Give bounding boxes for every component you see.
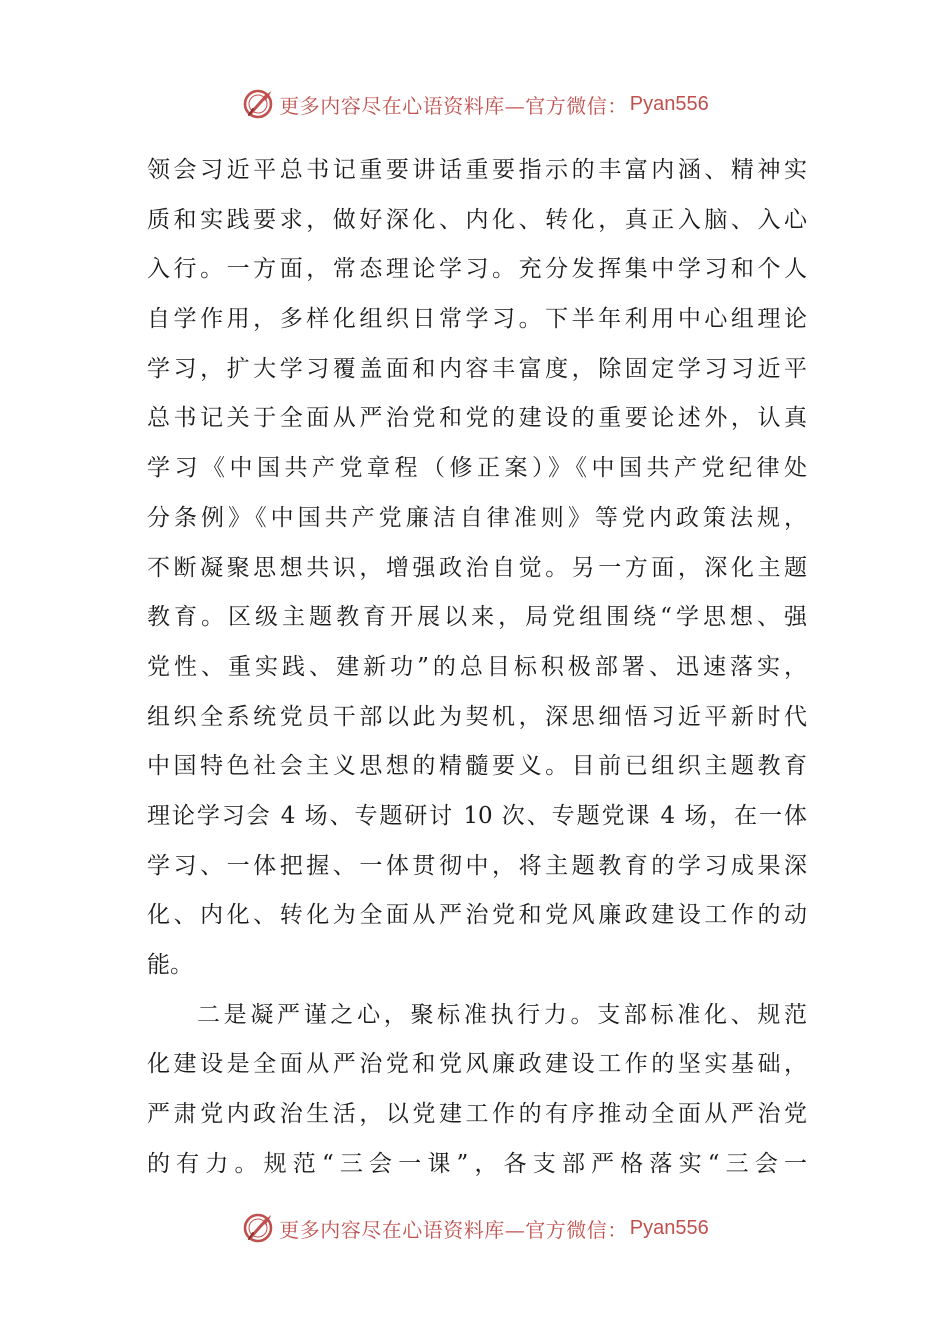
text-line: 质和实践要求，做好深化、内化、转化，真正入脑、入心: [147, 206, 807, 233]
text-line: 领会习近平总书记重要讲话重要指示的丰富内涵、精神实: [147, 157, 807, 183]
watermark-id: Pyan556: [629, 92, 709, 115]
watermark-text: 更多内容尽在心语资料库—官方微信：: [279, 93, 628, 118]
text-line: 入行。一方面，常态理论学习。充分发挥集中学习和个人: [147, 256, 807, 283]
quill-seal-icon: [241, 1211, 275, 1245]
text-line: 的有力。规范“三会一课”，各支部严格落实“三会一: [147, 1150, 807, 1177]
text-line: 中国特色社会主义思想的精髓要义。目前已组织主题教育: [147, 753, 807, 780]
text-line: 不断凝聚思想共识，增强政治自觉。另一方面，深化主题: [147, 554, 807, 581]
paragraph-start-line: 二是凝严谨之心，聚标准执行力。支部标准化、规范: [197, 1001, 807, 1028]
text-line: 严肃党内政治生活，以党建工作的有序推动全面从严治党: [147, 1101, 807, 1128]
text-line: 自学作用，多样化组织日常学习。下半年利用中心组理论: [147, 306, 807, 333]
text-line: 能。: [147, 952, 193, 978]
text-line: 化、内化、转化为全面从严治党和党风廉政建设工作的动: [147, 902, 807, 929]
text-line: 学习，扩大学习覆盖面和内容丰富度，除固定学习习近平: [147, 355, 807, 382]
header-watermark: [0, 84, 950, 124]
text-line: 化建设是全面从严治党和党风廉政建设工作的坚实基础，: [147, 1051, 807, 1078]
text-line: 理论学习会 4 场、专题研讨 10 次、专题党课 4 场，在一体: [147, 802, 807, 829]
quill-seal-icon: [241, 87, 275, 121]
footer-watermark: [0, 1208, 950, 1248]
text-line: 分条例》《中国共产党廉洁自律准则》等党内政策法规，: [147, 504, 807, 531]
text-line: 组织全系统党员干部以此为契机，深思细悟习近平新时代: [147, 703, 807, 730]
watermark-text: 更多内容尽在心语资料库—官方微信：: [279, 1217, 628, 1242]
text-line: 党性、重实践、建新功”的总目标积极部署、迅速落实，: [147, 653, 807, 680]
document-body: [147, 146, 807, 1189]
text-line: 学习《中国共产党章程（修正案）》《中国共产党纪律处: [147, 455, 807, 482]
watermark-id: Pyan556: [629, 1216, 709, 1239]
text-line: 总书记关于全面从严治党和党的建设的重要论述外，认真: [147, 405, 807, 432]
text-line: 学习、一体把握、一体贯彻中，将主题教育的学习成果深: [147, 852, 807, 879]
text-line: 教育。区级主题教育开展以来，局党组围绕“学思想、强: [147, 604, 807, 631]
